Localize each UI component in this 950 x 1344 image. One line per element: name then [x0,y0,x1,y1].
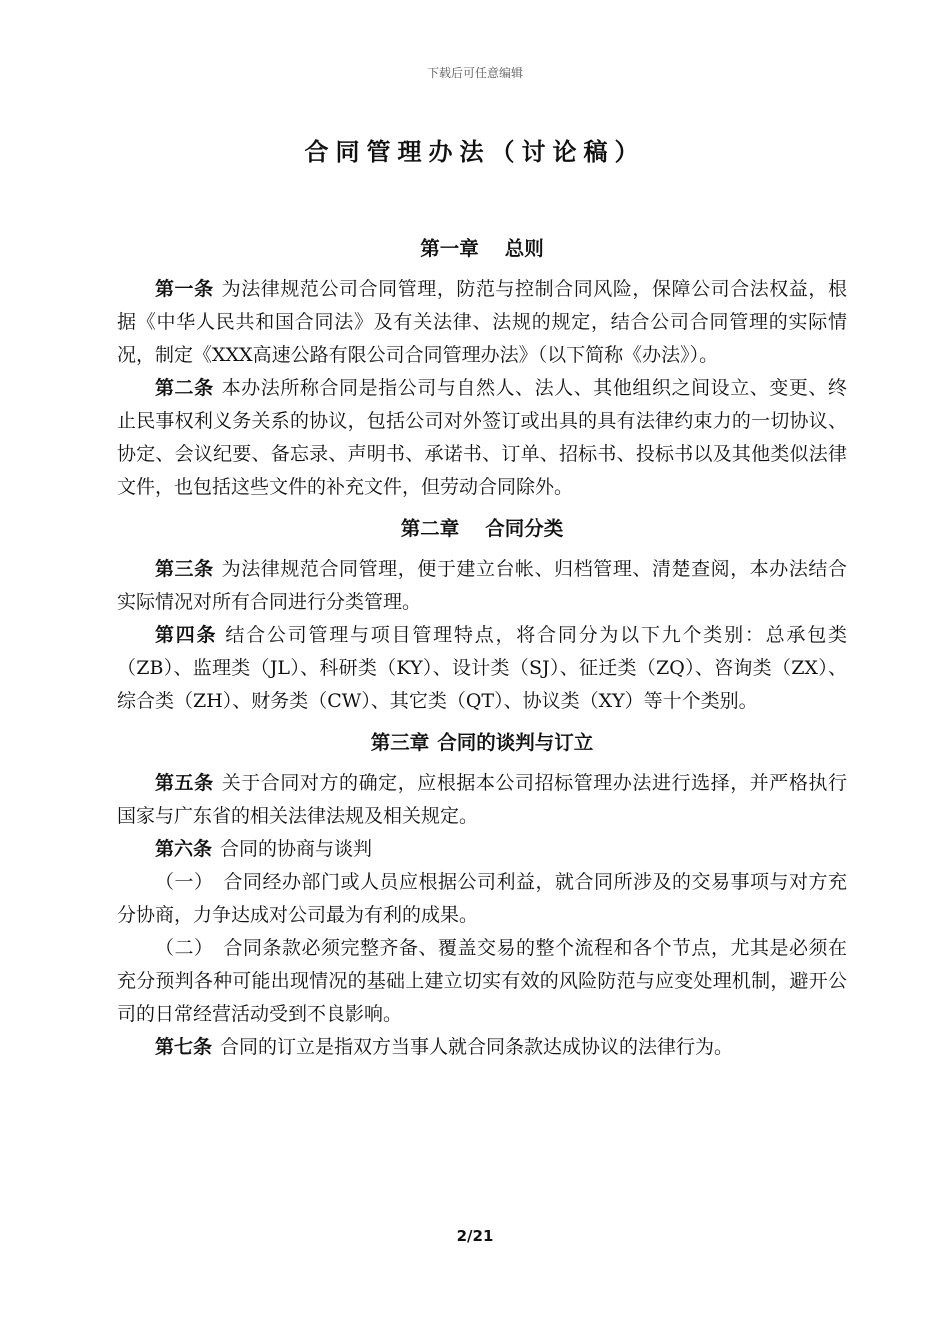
document-body [117,224,847,1064]
chapter-heading-2 [117,512,847,545]
article-5 [117,767,847,833]
chapter-number: 第二章 [400,517,460,540]
chapter-heading-1 [117,232,847,265]
chapter-number: 第三章 [370,731,430,754]
chapter-number: 第一章 [420,237,479,260]
article-text: 本办法所称合同是指公司与自然人、法人、其他组织之间设立、变更、终止民事权利义务关系的协议，包括公司对外签订或出具的具有法律约束力的一切协议、协定、会议纪要、备忘录、声明书、承诺书、订单、招标书、投标书以及其他类似法律文件，也包括这些文件的补充文件，但劳动合同除外。 [117,377,847,498]
article-1 [117,273,847,372]
article-6-clause-1: （一） 合同经办部门或人员应根据公司利益，就合同所涉及的交易事项与对方充分协商，力争达成对公司最为有利的成果。 [117,871,847,926]
document-title: 合同管理办法（讨论稿） [304,138,646,166]
article-label: 第四条 [155,624,218,646]
article-text: 关于合同对方的确定，应根据本公司招标管理办法进行选择，并严格执行国家与广东省的相关法律法规及相关规定。 [117,772,847,827]
article-text: 为法律规范合同管理，便于建立台帐、归档管理、清楚查阅，本办法结合实际情况对所有合同进行分类管理。 [117,558,847,613]
article-text: 合同的订立是指双方当事人就合同条款达成协议的法律行为。 [220,1036,734,1058]
article-4 [117,619,847,718]
article-label: 第一条 [155,278,214,300]
article-label: 第五条 [155,772,214,794]
article-text: 合同的协商与谈判 [220,838,373,860]
header-note: 下载后可任意编辑 [426,66,523,80]
chapter-name: 合同分类 [485,517,564,540]
article-label: 第二条 [155,377,214,399]
article-text: 为法律规范公司合同管理，防范与控制合同风险，保障公司合法权益，根据《中华人民共和国合同法》及有关法律、法规的规定，结合公司合同管理的实际情况，制定《XXX高速公路有限公司合同管理办法》（以下简称《办法》）。 [117,278,847,366]
chapter-name: 合同的谈判与订立 [437,731,594,754]
article-6-clause-2: （二） 合同条款必须完整齐备、覆盖交易的整个流程和各个节点，尤其是必须在充分预判各种可能出现情况的基础上建立切实有效的风险防范与应变处理机制，避开公司的日常经营活动受到不良影响。 [117,937,847,1025]
chapter-heading-3 [117,726,847,759]
page-number: 2/21 [456,1227,494,1245]
article-label: 第三条 [155,558,214,580]
article-label: 第七条 [155,1036,213,1058]
article-6 [117,833,847,866]
chapter-name: 总则 [504,237,544,260]
article-2 [117,372,847,504]
article-3 [117,553,847,619]
article-label: 第六条 [155,838,213,860]
article-text: 结合公司管理与项目管理特点，将合同分为以下九个类别：总承包类（ZB）、监理类（JL）、科研类（KY）、设计类（SJ）、征迁类（ZQ）、咨询类（ZX）、综合类（ZH）、财务类（CW）、其它类（QT）、协议类（XY）等十个类别。 [117,624,847,712]
article-7 [117,1031,847,1064]
